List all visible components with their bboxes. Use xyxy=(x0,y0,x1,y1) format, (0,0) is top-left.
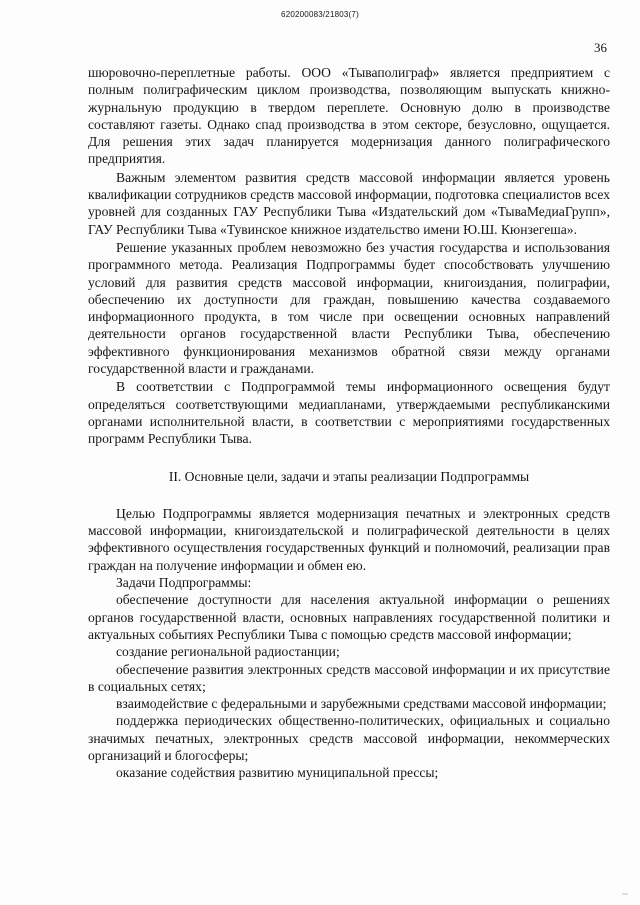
list-item: обеспечение доступности для населения актуальной информации о решениях органов государственной власти, основных направлениях государственной политики и актуальных событиях Республики Тыва с помощью средств массовой информации; xyxy=(88,592,610,642)
list-item: оказание содействия развитию муниципальной прессы; xyxy=(116,765,439,781)
tasks-label: Задачи Подпрограммы: xyxy=(116,575,252,591)
list-item: взаимодействие с федеральными и зарубежными средствами массовой информации; xyxy=(116,696,607,712)
document-body xyxy=(88,64,610,782)
scan-artifact xyxy=(622,893,628,895)
paragraph: Решение указанных проблем невозможно без участия государства и использования программного метода. Реализация Подпрограммы будет способствовать улучшению условий для развития средств массовой информации, книгоиздания, полиграфии, обеспечению их доступности для граждан, повышению качества создаваемого информационного продукта, в том числе при освещении основных направлений деятельности органов государственной власти Республики Тыва, обеспечению эффективного функционирования механизмов обратной связи между органами государственной власти и гражданами. xyxy=(88,239,610,377)
section-heading: II. Основные цели, задачи и этапы реализации Подпрограммы xyxy=(168,468,530,484)
paragraph: Важным элементом развития средств массовой информации является уровень квалификации сотрудников средств массовой информации, подготовка специалистов всех уровней для созданных ГАУ Республики Тыва «Издательский дом «ТываМедиаГрупп», ГАУ Республики Тыва «Тувинское книжное издательство имени Ю.Ш. Кюнзегеша». xyxy=(88,169,610,237)
list-item: поддержка периодических общественно-политических, официальных и социально значимых печатных, электронных средств массовой информации, некоммерческих организаций и блогосферы; xyxy=(88,713,610,763)
goal-paragraph: Целью Подпрограммы является модернизация печатных и электронных средств массовой информации, книгоиздательской и полиграфической деятельности в целях эффективного осуществления государственных функций и полномочий, реализации прав граждан на получение информации и обмен ею. xyxy=(88,505,610,573)
page-number: 36 xyxy=(594,40,607,55)
list-item: обеспечение развития электронных средств массовой информации и их присутствие в социальных сетях; xyxy=(88,661,610,694)
document-id: 620200083/21803(7) xyxy=(281,10,359,19)
list-item: создание региональной радиостанции; xyxy=(116,644,340,660)
paragraph: В соответствии с Подпрограммой темы информационного освещения будут определяться соответствующими медиапланами, утверждаемыми республиканскими органами исполнительной власти, в соответствии с мероприятиями государственных программ Республики Тыва. xyxy=(88,379,610,447)
paragraph: шюровочно-переплетные работы. ООО «Тываполиграф» является предприятием с полным полиграфическим циклом производства, позволяющим выпускать книжно-журнальную продукцию в твердом переплете. Основную долю в производстве составляют газеты. Однако спад производства в этом секторе, безусловно, ощущается. Для решения этих задач планируется модернизация данного полиграфического предприятия. xyxy=(88,65,610,167)
